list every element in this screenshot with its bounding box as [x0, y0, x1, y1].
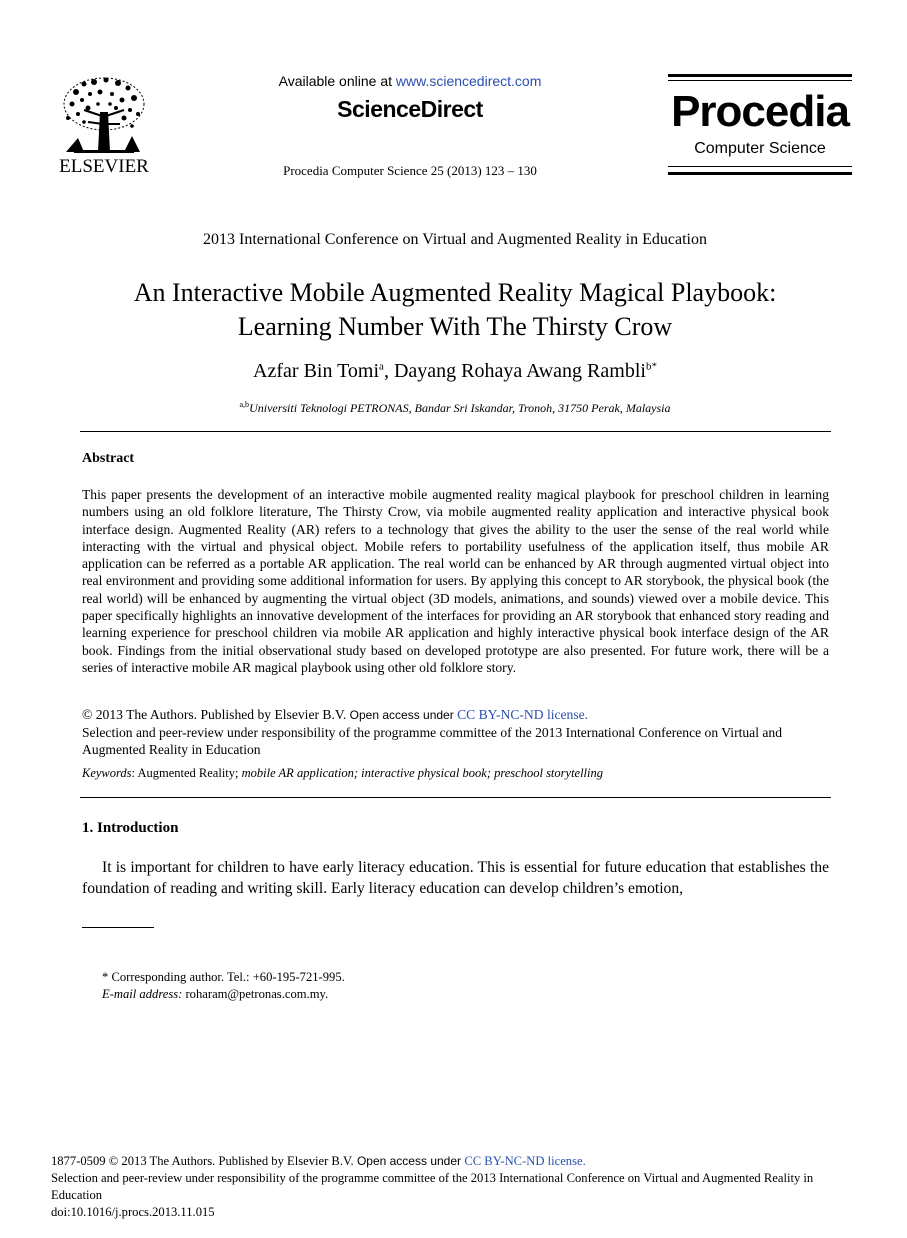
footer-open-access-label: Open access under — [353, 1154, 465, 1168]
logo-rule-top — [668, 74, 852, 77]
platform-wordmark: ScienceDirect — [337, 96, 483, 122]
available-online-line — [220, 73, 600, 89]
open-access-label: Open access under — [346, 708, 458, 722]
corresponding-author-note: * Corresponding author. Tel.: +60-195-721-995. — [102, 970, 345, 984]
footer-doi: doi:10.1016/j.procs.2013.11.015 — [51, 1205, 215, 1219]
email-label: E-mail address: — [102, 987, 183, 1001]
conference-name: 2013 International Conference on Virtual and Augmented Reality in Education — [203, 231, 707, 248]
abstract-heading: Abstract — [82, 451, 135, 466]
footer-license-link[interactable]: CC BY-NC-ND license. — [464, 1154, 586, 1168]
sciencedirect-link[interactable]: www.sciencedirect.com — [395, 73, 542, 89]
logo-rule-top-thin — [668, 80, 852, 81]
affiliation — [80, 400, 830, 416]
author-2-affil: b* — [645, 360, 657, 373]
title-line-2: Learning Number With The Thirsty Crow — [237, 312, 673, 341]
publisher-name: ELSEVIER — [59, 156, 149, 177]
paper-title — [60, 276, 850, 344]
author-1: Azfar Bin Tomi — [253, 360, 380, 382]
procedia-logo-sub: Computer Science — [694, 140, 826, 157]
license-link[interactable]: CC BY-NC-ND license. — [457, 707, 589, 722]
author-separator: , — [383, 360, 394, 382]
section-heading-introduction: 1. Introduction — [82, 820, 179, 836]
divider-bottom — [80, 797, 831, 798]
email-address: roharam@petronas.com.my. — [182, 987, 329, 1001]
introduction-paragraph: It is important for children to have early literacy education. This is essential for future education that establishes the foundation of reading and writing skill. Early literacy education can develop children’s emotion, — [82, 859, 829, 897]
footer-copyright — [51, 1153, 851, 1170]
keywords-rest: mobile AR application; interactive physical book; preschool storytelling — [241, 766, 604, 780]
procedia-logo — [668, 74, 852, 176]
journal-reference: Procedia Computer Science 25 (2013) 123 – 130 — [283, 163, 537, 178]
affiliation-text: Universiti Teknologi PETRONAS, Bandar Sri Iskandar, Tronoh, 31750 Perak, Malaysia — [249, 401, 671, 415]
logo-rule-bottom — [668, 172, 852, 175]
page-footer — [51, 1153, 851, 1221]
keywords-label: Keywords — [82, 766, 132, 780]
logo-rule-bottom-thin — [668, 166, 852, 167]
footnote-rule — [82, 927, 154, 928]
email-note — [102, 987, 328, 1002]
divider-top — [80, 431, 831, 432]
footer-issn-copy: 1877-0509 © 2013 The Authors. Published by Elsevier B.V. — [51, 1154, 354, 1168]
author-2: Dayang Rohaya Awang Rambli — [393, 360, 646, 382]
available-prefix: Available online at — [278, 73, 396, 89]
peer-review-statement: Selection and peer-review under responsibility of the programme committee of the 2013 International Conference on Virtual and Augmented Reality in Education — [82, 725, 783, 757]
author-list — [80, 360, 830, 383]
keywords: Keywords: Augmented Reality; mobile AR application; interactive physical book; preschool storytelling — [82, 766, 604, 780]
procedia-logo-main: Procedia — [671, 87, 849, 136]
affiliation-marker: a,b — [239, 400, 250, 409]
abstract-body: This paper presents the development of an interactive mobile augmented reality magical playbook for preschool children in learning numbers using an old folklore literature, The Thirsty Crow, via mobile augmented reality application and interactive physical book interface design. Augmented Reality (AR) refers to a technology that gives the ability to the user the sense of the real world while interacting with the virtual and physical object. Mobile refers to portability usefulness of the application itself, thus mobile AR application can be referred as a portable AR application. The real world can be enhanced by AR through augmented virtual object into real environment and providing some additional information for users. By applying this concept to AR storybook, the physical book (the real world) will be enhanced by augmenting the virtual object (3D models, animations, and sounds) viewed over a mobile device. This paper specifically highlights an innovative development of the interfaces for providing an AR storybook that enhanced story reading and learning experience for preschool children via mobile AR application and highly interactive physical book interface design of the AR book. Findings from the initial observational study based on developed prototype are also presented. For future work, there will be a series of interactive mobile AR magical playbook using other old folklore story. — [82, 487, 829, 675]
footer-peer-review: Selection and peer-review under responsibility of the programme committee of the 2013 International Conference on Virtual and Augmented Reality in Education — [51, 1171, 814, 1202]
title-line-1: An Interactive Mobile Augmented Reality Magical Playbook: — [133, 278, 777, 307]
keywords-first: Augmented Reality; — [137, 766, 242, 780]
copyright-text: © 2013 The Authors. Published by Elsevier B.V. — [82, 707, 347, 722]
copyright-line — [82, 706, 832, 724]
author-1-affil: a — [379, 360, 384, 373]
copyright-notice — [82, 706, 832, 758]
